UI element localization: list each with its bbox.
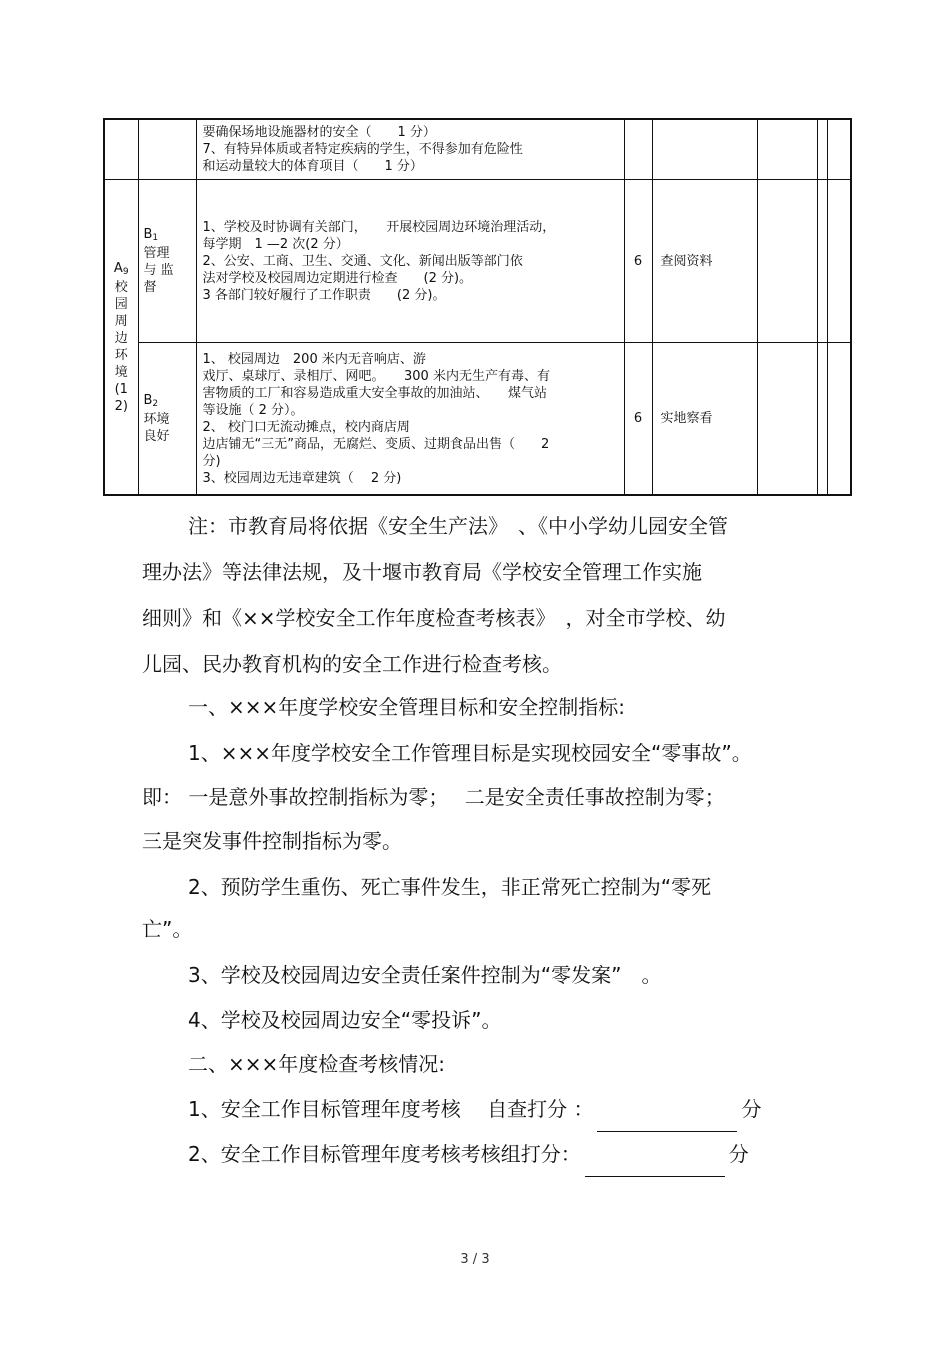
table-cell-empty — [827, 119, 851, 180]
subcategory-b2-cell — [138, 343, 196, 496]
note-line: 理办法》等法律法规，及十堰市教育局《学校安全管理工作实施 — [142, 560, 702, 584]
category-a9-cell — [104, 180, 138, 496]
table-cell-empty — [138, 119, 196, 180]
score-line-self — [142, 1086, 854, 1132]
content-line: 2、 校门口无流动摊点，校内商店周 — [202, 419, 410, 435]
content-line: 和运动量较大的体育项目（ 1 分） — [202, 159, 423, 174]
table-cell-empty — [817, 343, 827, 496]
note-line: 注：市教育局将依据《安全生产法》 、《中小学幼儿园安全管 — [188, 514, 728, 538]
score-cell: 6 — [624, 343, 652, 496]
subcategory-label: 良好 — [143, 429, 170, 444]
category-char: 校 — [114, 279, 128, 295]
method-cell: 查阅资料 — [652, 180, 757, 343]
content-line: 7、有特异体质或者特定疾病的学生，不得参加有危险性 — [202, 142, 523, 157]
content-line: 害物质的工厂和容易造成重大安全事故的加油站、 煤气站 — [202, 385, 548, 401]
content-line: 1、 校园周边 200 米内无音响店、游 — [202, 351, 426, 367]
content-line: 等设施（ 2 分）。 — [202, 402, 304, 418]
score-blank — [597, 1109, 737, 1132]
subcategory-label: 与 监 — [143, 263, 174, 278]
category-char: 周 — [114, 313, 128, 329]
category-char: 境 — [114, 364, 128, 380]
item4: 4、学校及校园周边安全“零投诉”。 — [188, 1008, 502, 1032]
score-blank — [585, 1154, 725, 1177]
content-line: 3 各部门较好履行了工作职责 (2 分)。 — [202, 287, 446, 303]
table-cell-empty — [827, 343, 851, 496]
table-row-b1 — [104, 180, 851, 343]
category-char: 边 — [114, 330, 128, 346]
item1-line: 即： 一是意外事故控制指标为零； 二是安全责任事故控制为零； — [142, 785, 725, 809]
subcategory-label: 环境 — [143, 412, 170, 427]
content-line: 边店铺无“三无”商品，无腐烂、变质、过期食品出售（ 2 — [202, 436, 550, 452]
method-cell: 实地察看 — [652, 343, 757, 496]
content-line: 3、校园周边无违章建筑（ 2 分) — [202, 470, 402, 486]
table-cell-empty — [757, 343, 817, 496]
section1-title: 一、×××年度学校安全管理目标和安全控制指标: — [188, 695, 626, 719]
table-cell-content — [196, 180, 624, 343]
table-row-b2 — [104, 343, 851, 496]
score-label: 2、安全工作目标管理年度考核考核组打分： — [188, 1142, 581, 1166]
content-line: 1、学校及时协调有关部门， 开展校园周边环境治理活动， — [202, 219, 556, 235]
content-line: 法对学校及校园周边定期进行检查 (2 分)。 — [202, 270, 473, 286]
table-cell-content — [196, 343, 624, 496]
table-cell-empty — [827, 180, 851, 343]
page-number: 3 / 3 — [460, 1252, 490, 1267]
table-cell-empty — [757, 180, 817, 343]
subcategory-code: B1 — [143, 227, 159, 243]
table-cell-content — [196, 119, 624, 180]
category-char: (1 — [114, 381, 128, 397]
subcategory-label: 管理 — [143, 246, 170, 261]
item2-line: 2、预防学生重伤、死亡事件发生，非正常死亡控制为“零死 — [188, 875, 712, 899]
content-line: 戏厅、桌球厅、录相厅、网吧。 300 米内无生产有毒、有 — [202, 368, 550, 384]
subcategory-b1-cell — [138, 180, 196, 343]
score-unit: 分 — [741, 1097, 762, 1121]
section2-title: 二、×××年度检查考核情况: — [188, 1052, 446, 1076]
item3: 3、学校及校园周边安全责任案件控制为“零发案” 。 — [188, 963, 662, 987]
table-row-continuation — [104, 119, 851, 180]
score-cell: 6 — [624, 180, 652, 343]
table-cell-empty — [624, 119, 652, 180]
category-char: 环 — [114, 347, 128, 363]
note-line: 细则》和《××学校安全工作年度检查考核表》 ，对全市学校、幼 — [142, 606, 726, 630]
note-line: 儿园、民办教育机构的安全工作进行检查考核。 — [142, 652, 562, 676]
content-line: 要确保场地设施器材的安全（ 1 分） — [202, 125, 436, 140]
table-cell-empty — [757, 119, 817, 180]
item1-line: 1、×××年度学校安全工作管理目标是实现校园安全“零事故”。 — [188, 741, 752, 765]
content-line: 分) — [202, 453, 221, 469]
table-cell-empty — [817, 180, 827, 343]
table-cell-empty — [652, 119, 757, 180]
content-line: 2、公安、工商、卫生、交通、文化、新闻出版等部门依 — [202, 253, 523, 269]
table-cell-empty — [817, 119, 827, 180]
category-char: 2) — [114, 398, 128, 414]
subcategory-code: B2 — [143, 393, 159, 409]
content-line: 每学期 1 —2 次(2 分） — [202, 236, 349, 252]
score-label: 1、安全工作目标管理年度考核 自查打分 ： — [188, 1097, 594, 1121]
category-code: A9 — [113, 260, 129, 277]
table-cell-empty — [104, 119, 138, 180]
category-char: 园 — [114, 296, 128, 312]
item2-line: 亡”。 — [142, 917, 193, 941]
score-unit: 分 — [728, 1142, 749, 1166]
score-line-team — [142, 1131, 854, 1177]
subcategory-label: 督 — [143, 280, 157, 295]
safety-check-table — [103, 118, 852, 496]
item1-line: 三是突发事件控制指标为零。 — [142, 829, 402, 853]
